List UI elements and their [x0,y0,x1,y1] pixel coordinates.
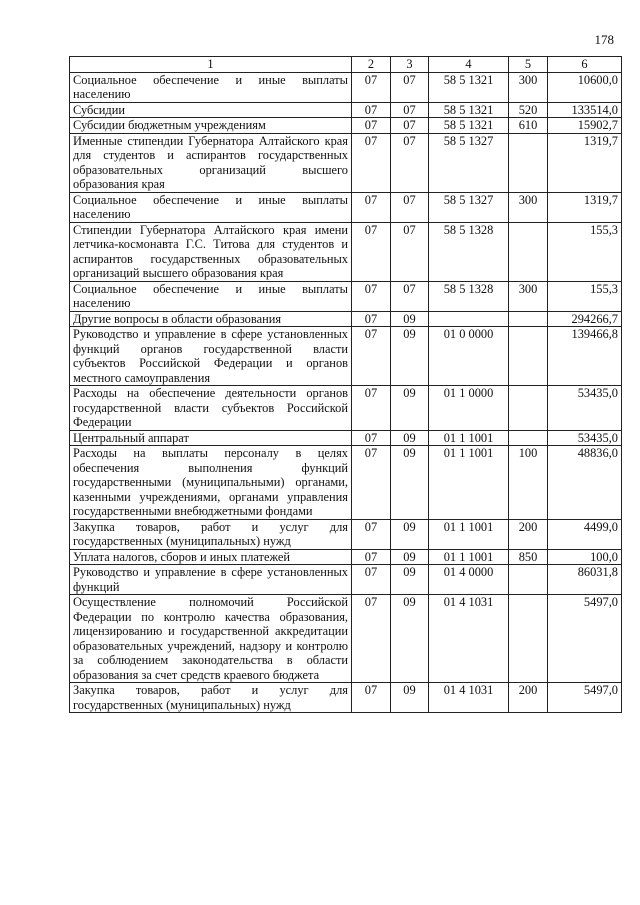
subsection-code-cell: 07 [391,192,429,222]
subsection-code-cell: 09 [391,386,429,431]
section-code-cell: 07 [352,595,391,683]
budget-table [69,56,622,713]
subsection-code-cell: 09 [391,446,429,520]
target-article-cell: 01 4 1031 [429,683,509,713]
target-article-cell: 58 5 1327 [429,133,509,192]
amount-cell: 139466,8 [548,327,622,386]
table-row [70,281,622,311]
target-article-cell: 01 1 1001 [429,549,509,565]
expense-type-cell [509,222,548,281]
target-article-cell: 58 5 1321 [429,102,509,118]
amount-cell: 15902,7 [548,118,622,134]
table-row [70,102,622,118]
item-name-cell: Социальное обеспечение и иные выплаты населению [70,72,352,102]
item-name-cell: Расходы на выплаты персоналу в целях обеспечения выполнения функций государственными (муниципальными) органами, казенными учреждениями, органами управления государственными внебюджетными фондами [70,446,352,520]
table-row [70,549,622,565]
subsection-code-cell: 09 [391,565,429,595]
amount-cell: 4499,0 [548,519,622,549]
expense-type-cell [509,386,548,431]
item-name-cell: Социальное обеспечение и иные выплаты населению [70,281,352,311]
item-name-cell: Руководство и управление в сфере установленных функций органов государственной власти субъектов Российской Федерации и органов местного самоуправления [70,327,352,386]
target-article-cell: 58 5 1328 [429,222,509,281]
column-header: 2 [352,57,391,73]
section-code-cell: 07 [352,386,391,431]
amount-cell: 133514,0 [548,102,622,118]
amount-cell: 48836,0 [548,446,622,520]
subsection-code-cell: 07 [391,222,429,281]
table-row [70,430,622,446]
expense-type-cell: 100 [509,446,548,520]
amount-cell: 155,3 [548,281,622,311]
column-header: 5 [509,57,548,73]
subsection-code-cell: 07 [391,102,429,118]
amount-cell: 1319,7 [548,192,622,222]
section-code-cell: 07 [352,430,391,446]
table-row [70,118,622,134]
table-row [70,222,622,281]
amount-cell: 10600,0 [548,72,622,102]
item-name-cell: Социальное обеспечение и иные выплаты населению [70,192,352,222]
target-article-cell: 01 1 1001 [429,519,509,549]
section-code-cell: 07 [352,549,391,565]
subsection-code-cell: 09 [391,595,429,683]
subsection-code-cell: 07 [391,72,429,102]
subsection-code-cell: 09 [391,519,429,549]
section-code-cell: 07 [352,72,391,102]
table-row [70,133,622,192]
table-row [70,192,622,222]
item-name-cell: Закупка товаров, работ и услуг для государственных (муниципальных) нужд [70,519,352,549]
target-article-cell: 01 4 0000 [429,565,509,595]
target-article-cell: 58 5 1328 [429,281,509,311]
target-article-cell: 01 0 0000 [429,327,509,386]
subsection-code-cell: 07 [391,118,429,134]
column-header: 1 [70,57,352,73]
table-row [70,446,622,520]
table-row [70,311,622,327]
table-row [70,72,622,102]
item-name-cell: Осуществление полномочий Российской Федерации по контролю качества образования, лицензированию и государственной аккредитации образовательных учреждений, надзору и контролю за соблюдением законодательства в области образования за счет средств краевого бюджета [70,595,352,683]
subsection-code-cell: 07 [391,281,429,311]
amount-cell: 294266,7 [548,311,622,327]
expense-type-cell [509,565,548,595]
subsection-code-cell: 09 [391,683,429,713]
amount-cell: 5497,0 [548,595,622,683]
section-code-cell: 07 [352,102,391,118]
table-row [70,683,622,713]
section-code-cell: 07 [352,683,391,713]
expense-type-cell: 850 [509,549,548,565]
section-code-cell: 07 [352,118,391,134]
expense-type-cell [509,430,548,446]
expense-type-cell: 300 [509,72,548,102]
expense-type-cell [509,311,548,327]
target-article-cell: 01 1 1001 [429,430,509,446]
expense-type-cell: 610 [509,118,548,134]
item-name-cell: Руководство и управление в сфере установленных функций [70,565,352,595]
table-row [70,565,622,595]
table-row [70,595,622,683]
expense-type-cell: 200 [509,683,548,713]
item-name-cell: Субсидии бюджетным учреждениям [70,118,352,134]
section-code-cell: 07 [352,222,391,281]
expense-type-cell [509,595,548,683]
item-name-cell: Центральный аппарат [70,430,352,446]
page-number: 178 [594,32,614,47]
expense-type-cell [509,327,548,386]
target-article-cell: 58 5 1321 [429,72,509,102]
column-header: 3 [391,57,429,73]
amount-cell: 5497,0 [548,683,622,713]
amount-cell: 53435,0 [548,430,622,446]
subsection-code-cell: 09 [391,327,429,386]
section-code-cell: 07 [352,192,391,222]
subsection-code-cell: 09 [391,311,429,327]
item-name-cell: Уплата налогов, сборов и иных платежей [70,549,352,565]
subsection-code-cell: 07 [391,133,429,192]
section-code-cell: 07 [352,281,391,311]
table-row [70,519,622,549]
section-code-cell: 07 [352,565,391,595]
table-row [70,327,622,386]
subsection-code-cell: 09 [391,430,429,446]
amount-cell: 86031,8 [548,565,622,595]
expense-type-cell: 300 [509,192,548,222]
section-code-cell: 07 [352,311,391,327]
section-code-cell: 07 [352,133,391,192]
expense-type-cell: 300 [509,281,548,311]
item-name-cell: Закупка товаров, работ и услуг для государственных (муниципальных) нужд [70,683,352,713]
item-name-cell: Субсидии [70,102,352,118]
target-article-cell: 58 5 1327 [429,192,509,222]
target-article-cell: 01 1 1001 [429,446,509,520]
target-article-cell: 01 1 0000 [429,386,509,431]
item-name-cell: Другие вопросы в области образования [70,311,352,327]
table-row [70,386,622,431]
section-code-cell: 07 [352,327,391,386]
expense-type-cell: 520 [509,102,548,118]
expense-type-cell [509,133,548,192]
amount-cell: 1319,7 [548,133,622,192]
section-code-cell: 07 [352,519,391,549]
amount-cell: 155,3 [548,222,622,281]
amount-cell: 53435,0 [548,386,622,431]
expense-type-cell: 200 [509,519,548,549]
item-name-cell: Именные стипендии Губернатора Алтайского края для студентов и аспирантов государственных образовательных организаций высшего образования края [70,133,352,192]
item-name-cell: Стипендии Губернатора Алтайского края имени летчика-космонавта Г.С. Титова для студентов и аспирантов государственных образовательных организаций высшего образования края [70,222,352,281]
target-article-cell: 01 4 1031 [429,595,509,683]
column-header: 6 [548,57,622,73]
table-header-row [70,57,622,73]
target-article-cell [429,311,509,327]
subsection-code-cell: 09 [391,549,429,565]
amount-cell: 100,0 [548,549,622,565]
item-name-cell: Расходы на обеспечение деятельности органов государственной власти субъектов Российской Федерации [70,386,352,431]
target-article-cell: 58 5 1321 [429,118,509,134]
column-header: 4 [429,57,509,73]
section-code-cell: 07 [352,446,391,520]
